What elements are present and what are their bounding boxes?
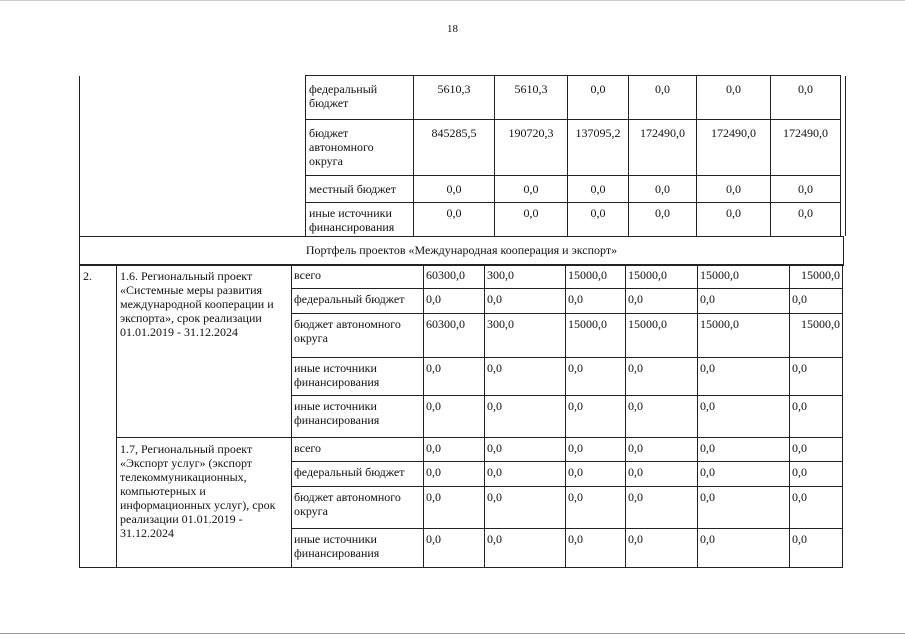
cell-value: 300,0 — [485, 314, 566, 358]
project-name: 1.7, Региональный проект «Экспорт услуг» (экспорт телекоммуникационных, компьютерных и информационных услуг), срок реализации 01.01.2019 - 31.12.2024 — [117, 438, 292, 568]
cell-value: 0,0 — [424, 396, 485, 438]
table-row — [306, 76, 841, 120]
table-row — [306, 176, 841, 203]
cell-value: 0,0 — [566, 358, 626, 396]
cell-value: 190720,3 — [495, 120, 568, 176]
group-index: 2. — [80, 265, 117, 568]
project-name: 1.6. Региональный проект «Системные меры развития международной кооперации и экспорта», срок реализации 01.01.2019 - 31.12.2024 — [117, 265, 292, 438]
table-row — [306, 120, 841, 176]
cell-value: 0,0 — [485, 462, 566, 487]
cell-value: 0,0 — [626, 529, 698, 568]
cell-value: 0,0 — [771, 203, 841, 237]
cell-value: 0,0 — [568, 203, 629, 237]
cell-value: 0,0 — [414, 176, 495, 203]
cell-value: 0,0 — [697, 203, 771, 237]
row-label: иные источники финансирования — [306, 203, 414, 237]
cell-value: 0,0 — [629, 76, 697, 120]
row-label: местный бюджет — [306, 176, 414, 203]
cell-value: 0,0 — [697, 76, 771, 120]
cell-value: 0,0 — [566, 487, 626, 529]
row-label: всего — [292, 265, 424, 289]
cell-value: 0,0 — [495, 176, 568, 203]
row-label: бюджет автономного округа — [292, 487, 424, 529]
cell-value: 0,0 — [771, 176, 841, 203]
cell-value: 15000,0 — [790, 314, 843, 358]
cell-value: 0,0 — [566, 529, 626, 568]
cell-value: 300,0 — [485, 265, 566, 289]
page-number: 18 — [447, 23, 458, 35]
table-row — [80, 265, 843, 289]
cell-value: 0,0 — [424, 529, 485, 568]
cell-value: 15000,0 — [790, 265, 843, 289]
cell-value: 845285,5 — [414, 120, 495, 176]
cell-value: 0,0 — [566, 462, 626, 487]
cell-value: 0,0 — [626, 487, 698, 529]
continuation-table — [305, 75, 841, 237]
cell-value: 15000,0 — [698, 314, 790, 358]
cell-value: 0,0 — [566, 396, 626, 438]
cell-value: 0,0 — [485, 358, 566, 396]
cell-value: 0,0 — [626, 289, 698, 314]
row-label: федеральный бюджет — [292, 289, 424, 314]
cell-value: 15000,0 — [626, 314, 698, 358]
cell-value: 0,0 — [485, 487, 566, 529]
row-label: федеральный бюджет — [306, 76, 414, 120]
cell-value: 0,0 — [790, 462, 843, 487]
cell-value: 0,0 — [697, 176, 771, 203]
cell-value: 15000,0 — [566, 265, 626, 289]
cell-value: 0,0 — [424, 358, 485, 396]
cell-value: 0,0 — [566, 289, 626, 314]
cell-value: 0,0 — [698, 289, 790, 314]
cell-value: 0,0 — [698, 396, 790, 438]
cell-value: 15000,0 — [698, 265, 790, 289]
cell-value: 0,0 — [626, 396, 698, 438]
scan-edge-top — [0, 0, 905, 1]
continuation-block — [79, 76, 846, 236]
cell-value: 15000,0 — [626, 265, 698, 289]
cell-value: 0,0 — [698, 438, 790, 462]
cell-value: 0,0 — [629, 176, 697, 203]
cell-value: 0,0 — [626, 358, 698, 396]
cell-value: 0,0 — [626, 438, 698, 462]
cell-value: 0,0 — [698, 358, 790, 396]
cell-value: 0,0 — [424, 289, 485, 314]
cell-value: 0,0 — [790, 289, 843, 314]
row-label: федеральный бюджет — [292, 462, 424, 487]
cell-value: 0,0 — [424, 462, 485, 487]
projects-table — [79, 264, 843, 568]
cell-value: 0,0 — [698, 487, 790, 529]
section-title: Портфель проектов «Международная кооперация и экспорт» — [79, 236, 844, 266]
row-label: всего — [292, 438, 424, 462]
cell-value: 172490,0 — [697, 120, 771, 176]
cell-value: 0,0 — [790, 358, 843, 396]
cell-value: 0,0 — [414, 203, 495, 237]
table-row — [306, 203, 841, 237]
cell-value: 0,0 — [790, 396, 843, 438]
cell-value: 0,0 — [495, 203, 568, 237]
cell-value: 0,0 — [485, 289, 566, 314]
cell-value: 5610,3 — [495, 76, 568, 120]
cell-value: 172490,0 — [771, 120, 841, 176]
cell-value: 0,0 — [626, 462, 698, 487]
cell-value: 5610,3 — [414, 76, 495, 120]
cell-value: 0,0 — [790, 529, 843, 568]
cell-value: 137095,2 — [568, 120, 629, 176]
cell-value: 0,0 — [790, 438, 843, 462]
cell-value: 0,0 — [424, 438, 485, 462]
cell-value: 0,0 — [566, 438, 626, 462]
cell-value: 0,0 — [485, 438, 566, 462]
cell-value: 0,0 — [485, 396, 566, 438]
cell-value: 0,0 — [568, 176, 629, 203]
table-row — [80, 438, 843, 462]
cell-value: 60300,0 — [424, 265, 485, 289]
cell-value: 0,0 — [629, 203, 697, 237]
cell-value: 0,0 — [568, 76, 629, 120]
cell-value: 0,0 — [698, 462, 790, 487]
row-label: иные источники финансирования — [292, 529, 424, 568]
cell-value: 0,0 — [790, 487, 843, 529]
row-label: иные источники финансирования — [292, 358, 424, 396]
cell-value: 15000,0 — [566, 314, 626, 358]
scan-edge-bottom — [0, 633, 905, 634]
cell-value: 172490,0 — [629, 120, 697, 176]
row-label: бюджет автономного округа — [306, 120, 414, 176]
row-label: бюджет автономного округа — [292, 314, 424, 358]
row-label: иные источники финансирования — [292, 396, 424, 438]
cell-value: 0,0 — [698, 529, 790, 568]
cell-value: 0,0 — [424, 487, 485, 529]
cell-value: 0,0 — [771, 76, 841, 120]
cell-value: 0,0 — [485, 529, 566, 568]
cell-value: 60300,0 — [424, 314, 485, 358]
